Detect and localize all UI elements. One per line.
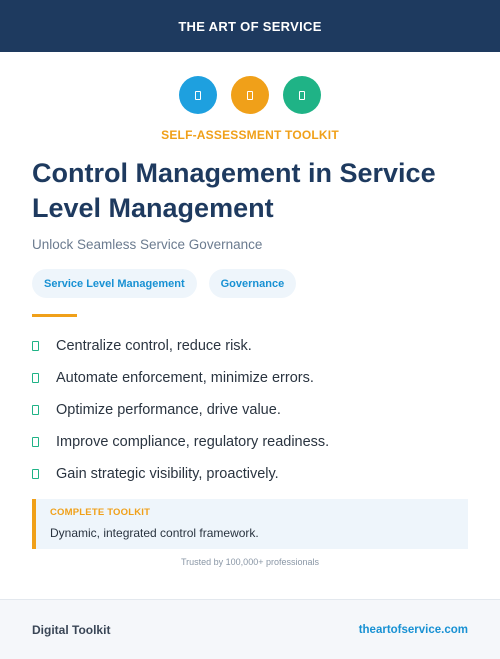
blue-circle-icon <box>179 76 217 114</box>
benefit-item <box>32 362 329 394</box>
orange-circle-icon <box>231 76 269 114</box>
top-banner <box>0 0 500 52</box>
check-icon <box>32 341 39 351</box>
check-icon <box>32 469 39 479</box>
benefit-item <box>32 330 329 362</box>
document-icon <box>195 91 201 100</box>
benefit-text: Improve compliance, regulatory readiness. <box>56 434 330 450</box>
check-icon <box>32 373 39 383</box>
benefit-list <box>32 330 329 490</box>
callout-label: COMPLETE TOOLKIT <box>50 507 151 518</box>
benefit-item <box>32 426 329 458</box>
kicker-label: SELF-ASSESSMENT TOOLKIT <box>161 128 339 142</box>
brand-name: THE ART OF SERVICE <box>178 18 322 34</box>
check-icon <box>32 405 39 415</box>
subtitle: Unlock Seamless Service Governance <box>32 237 263 252</box>
document-icon <box>247 91 253 100</box>
green-circle-icon <box>283 76 321 114</box>
benefit-text: Automate enforcement, minimize errors. <box>56 370 314 386</box>
trusted-note: Trusted by 100,000+ professionals <box>180 557 319 567</box>
complete-toolkit-callout <box>32 499 468 549</box>
benefit-text: Centralize control, reduce risk. <box>56 338 252 354</box>
benefit-item <box>32 394 329 426</box>
benefit-text: Gain strategic visibility, proactively. <box>56 466 279 482</box>
footer <box>0 599 500 659</box>
benefit-item <box>32 458 329 490</box>
tag-list <box>32 269 296 298</box>
accent-divider <box>32 314 77 317</box>
footer-label: Digital Toolkit <box>32 622 111 637</box>
page-title: Control Management in Service Level Management <box>32 158 436 223</box>
callout-text: Dynamic, integrated control framework. <box>50 526 259 540</box>
website-link[interactable]: theartofservice.com <box>358 623 468 636</box>
tag-governance[interactable]: Governance <box>209 269 297 298</box>
benefit-text: Optimize performance, drive value. <box>56 402 281 418</box>
check-icon <box>32 437 39 447</box>
document-icon <box>299 91 305 100</box>
tag-service-level-management[interactable]: Service Level Management <box>32 269 197 298</box>
icon-row <box>0 76 500 114</box>
